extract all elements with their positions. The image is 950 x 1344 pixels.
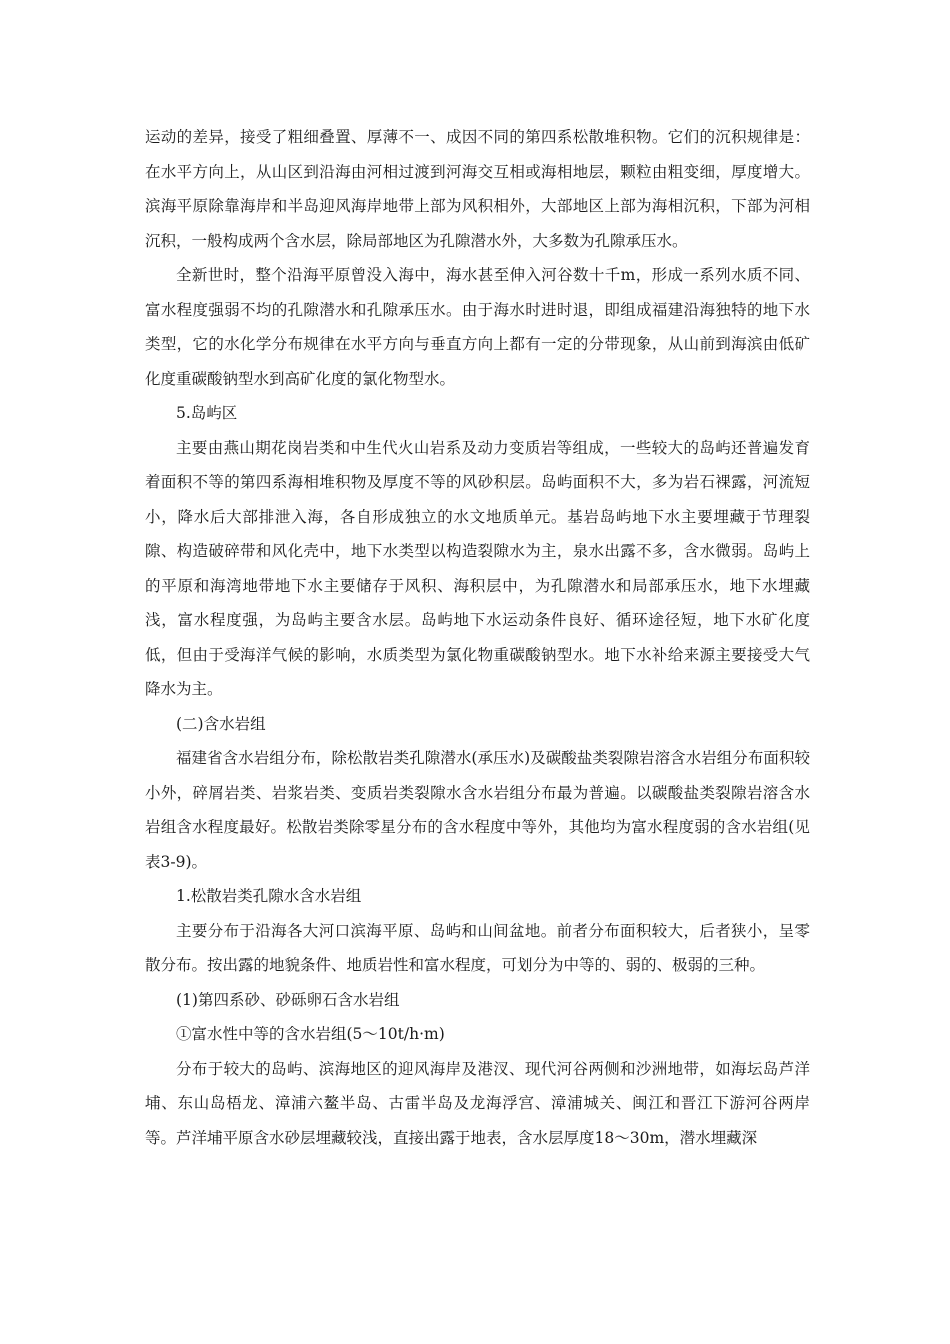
document-body: [145, 120, 810, 1155]
paragraph-loose-rock-distribution: 主要分布于沿海各大河口滨海平原、岛屿和山间盆地。前者分布面积较大，后者狭小，呈零散分布。按出露的地貌条件、地质岩性和富水程度，可划分为中等的、弱的、极弱的三种。: [145, 921, 810, 974]
section-heading-loose-rock-aquifer: 1.松散岩类孔隙水含水岩组: [176, 887, 362, 905]
paragraph-island-geology: 主要由燕山期花岗岩类和中生代火山岩系及动力变质岩等组成，一些较大的岛屿还普遍发育着面积不等的第四系海相堆积物及厚度不等的风砂积层。岛屿面积不大，多为岩石裸露，河流短小，降水后大部排泄入海，各自形成独立的水文地质单元。基岩岛屿地下水主要埋藏于节理裂隙、构造破碎带和风化壳中，地下水类型以构造裂隙水为主，泉水出露不多，含水微弱。岛屿上的平原和海湾地带地下水主要储存于风积、海积层中，为孔隙潜水和局部承压水，地下水埋藏浅，富水程度强，为岛屿主要含水层。岛屿地下水运动条件良好、循环途径短，地下水矿化度低，但由于受海洋气候的影响，水质类型为氯化物重碳酸钠型水。地下水补给来源主要接受大气降水为主。: [145, 438, 810, 698]
paragraph-medium-yield-distribution: 分布于较大的岛屿、滨海地区的迎风海岸及港汊、现代河谷两侧和沙洲地带，如海坛岛芦洋埔、东山岛梧龙、漳浦六鳌半岛、古雷半岛及龙海浮宫、漳浦城关、闽江和晋江下游河谷两岸等。芦洋埔平原含水砂层埋藏较浅，直接出露于地表，含水层厚度18～30m，潜水埋藏深: [145, 1059, 810, 1147]
paragraph-aquifer-distribution: 福建省含水岩组分布，除松散岩类孔隙潜水(承压水)及碳酸盐类裂隙岩溶含水岩组分布面积较小外，碎屑岩类、岩浆岩类、变质岩类裂隙水含水岩组分布最为普遍。以碳酸盐类裂隙岩溶含水岩组含水程度最好。松散岩类除零星分布的含水程度中等外，其他均为富水程度弱的含水岩组(见表3-9)。: [145, 749, 810, 871]
section-heading-medium-yield: ①富水性中等的含水岩组(5～10t/h·m): [176, 1025, 445, 1043]
paragraph-sediment-rules: 运动的差异，接受了粗细叠置、厚薄不一、成因不同的第四系松散堆积物。它们的沉积规律是：在水平方向上，从山区到沿海由河相过渡到河海交互相或海相地层，颗粒由粗变细，厚度增大。滨海平原除靠海岸和半岛迎风海岸地带上部为风积相外，大部地区上部为海相沉积，下部为河相沉积，一般构成两个含水层，除局部地区为孔隙潜水外，大多数为孔隙承压水。: [145, 128, 810, 250]
section-heading-island-area: 5.岛屿区: [176, 404, 238, 422]
paragraph-holocene: 全新世时，整个沿海平原曾没入海中，海水甚至伸入河谷数十千m，形成一系列水质不同、富水程度强弱不均的孔隙潜水和孔隙承压水。由于海水时进时退，即组成福建沿海独特的地下水类型，它的水化学分布规律在水平方向与垂直方向上都有一定的分带现象，从山前到海滨由低矿化度重碳酸钠型水到高矿化度的氯化物型水。: [145, 266, 810, 388]
section-heading-aquifer-groups: (二)含水岩组: [176, 714, 266, 733]
section-heading-quaternary-sand: (1)第四系砂、砂砾卵石含水岩组: [176, 990, 400, 1009]
